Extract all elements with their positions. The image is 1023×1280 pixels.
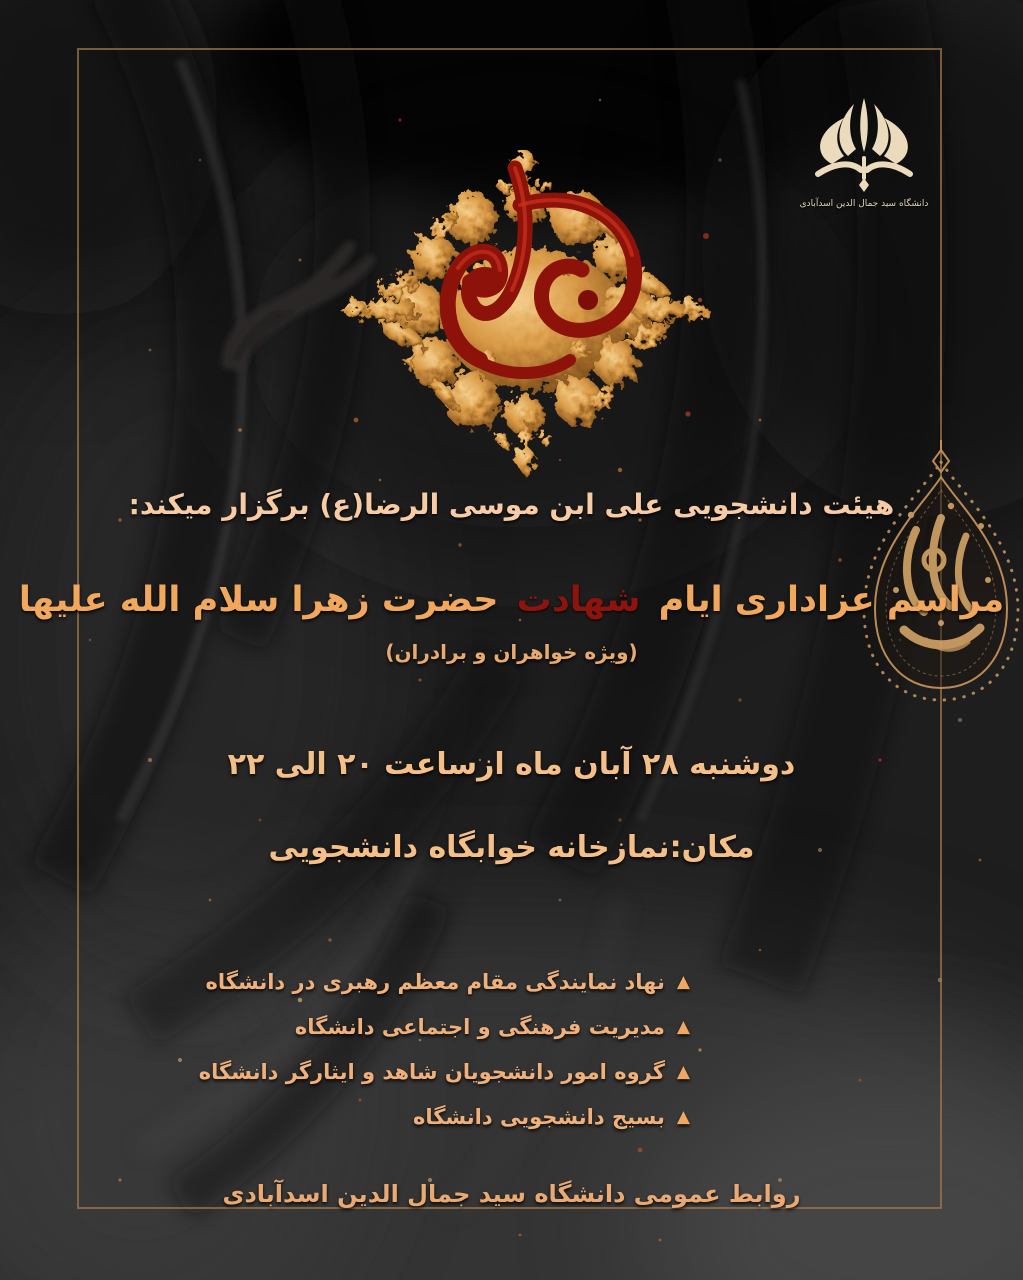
supporter-label: گروه امور دانشجویان شاهد و ایثارگر دانشگاه (198, 1060, 665, 1084)
supporter-item (199, 1060, 690, 1084)
open-book-logo-icon (804, 92, 924, 192)
title-highlight-shahadat: شهادت (516, 580, 641, 620)
gold-red-calligraphy-medallion (330, 150, 720, 480)
university-name: دانشگاه سید جمال الدین اسدآبادی (799, 199, 929, 209)
supporter-item (199, 1015, 690, 1039)
triangle-bullet-icon: ▲ (676, 1062, 690, 1082)
triangle-bullet-icon: ▲ (676, 1107, 690, 1127)
datetime-line: دوشنبه ۲۸ آبان ماه ازساعت ۲۰ الی ۲۲ (227, 747, 796, 782)
location-line: مکان:نمازخانه خوابگاه دانشجویی (268, 830, 755, 865)
supporter-item (199, 1105, 690, 1129)
university-logo (789, 92, 939, 209)
audience-subtitle: (ویژه خواهران و برادران) (385, 640, 638, 664)
event-title (0, 580, 1023, 620)
public-relations-footer: روابط عمومی دانشگاه سید جمال الدین اسدآبادی (222, 1180, 801, 1208)
supporter-label: مدیریت فرهنگی و اجتماعی دانشگاه (294, 1015, 665, 1039)
supporters-list (199, 970, 690, 1150)
supporter-label: نهاد نمایندگی مقام معظم رهبری در دانشگاه (205, 970, 665, 994)
organizer-line: هیئت دانشجویی علی ابن موسی الرضا(ع) برگزار میکند: (128, 488, 895, 521)
triangle-bullet-icon: ▲ (676, 972, 690, 992)
supporter-item (199, 970, 690, 994)
triangle-bullet-icon: ▲ (676, 1017, 690, 1037)
supporter-label: بسیج دانشجویی دانشگاه (412, 1105, 665, 1129)
title-post: حضرت زهرا سلام الله علیها (18, 580, 499, 620)
title-pre: مراسم عزاداری ایام (658, 580, 1005, 620)
